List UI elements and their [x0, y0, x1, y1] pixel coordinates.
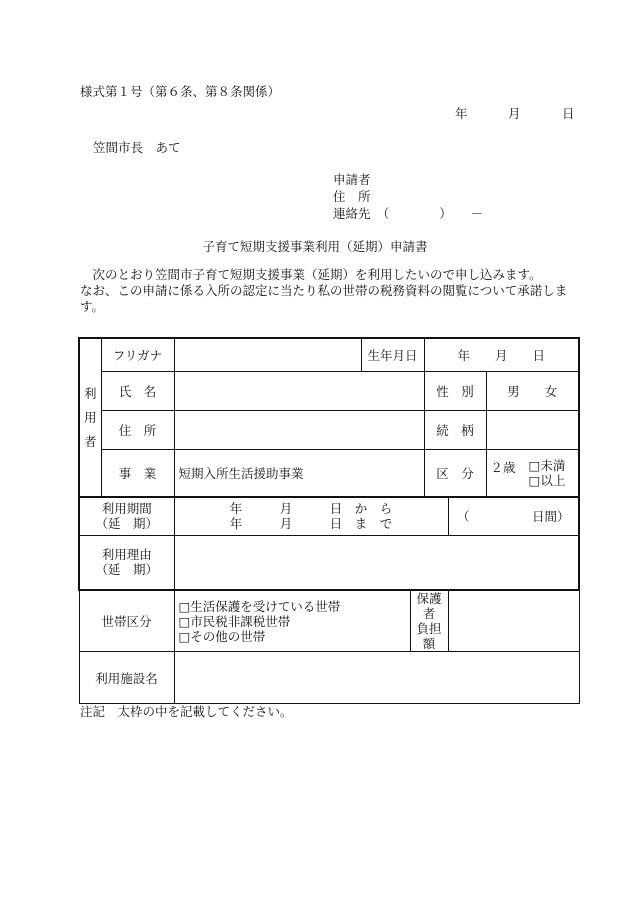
birthdate-label: 生年月日	[361, 338, 424, 371]
period-from: 年 月 日 か ら	[229, 501, 393, 517]
project-label: 事 業	[101, 449, 174, 497]
guardian-burden-field[interactable]	[448, 590, 579, 652]
age-label: ２歳	[490, 459, 516, 475]
period-field[interactable]	[174, 497, 448, 535]
facility-field[interactable]	[174, 652, 579, 704]
application-table	[78, 337, 580, 704]
applicant-address-label: 住 所	[333, 189, 371, 204]
name-label: 氏 名	[101, 371, 174, 410]
intro-line-1: 次のとおり笠間市子育て短期支援事業（延期）を利用したいので申し込みます。	[92, 267, 542, 282]
intro-line-2: なお、この申請に係る入所の認定に当たり私の世帯の税務資料の閲覧について承諾します。	[80, 283, 568, 314]
address-field[interactable]	[174, 410, 424, 449]
intro-text	[80, 267, 585, 315]
age-over-checkbox[interactable]: □以上	[528, 472, 566, 488]
reason-label: 利用理由 （延 期）	[79, 535, 174, 590]
applicant-label: 申請者	[333, 172, 371, 187]
sex-field[interactable]: 男 女	[486, 371, 579, 410]
date-year-label: 年	[455, 106, 468, 121]
user-section-label: 利 用 者	[79, 338, 101, 497]
furigana-field[interactable]	[174, 338, 361, 371]
relation-field[interactable]	[486, 410, 579, 449]
furigana-label: フリガナ	[101, 338, 174, 371]
period-label: 利用期間 （延 期）	[79, 497, 174, 535]
household-option-tax-exempt[interactable]: □市民税非課税世帯	[178, 613, 291, 629]
household-option-other[interactable]: □その他の世帯	[178, 628, 266, 644]
sex-label: 性 別	[424, 371, 486, 410]
household-option-welfare[interactable]: □生活保護を受けている世帯	[178, 598, 341, 614]
addressee: 笠間市長 あて	[93, 140, 181, 155]
name-field[interactable]	[174, 371, 424, 410]
category-label: 区 分	[424, 449, 486, 497]
facility-label: 利用施設名	[79, 652, 174, 704]
address-label: 住 所	[101, 410, 174, 449]
relation-label: 続 柄	[424, 410, 486, 449]
guardian-burden-label: 保護者 負担額	[410, 590, 448, 652]
reason-field[interactable]	[174, 535, 579, 590]
note-text: 注記 太枠の中を記載してください。	[80, 704, 293, 719]
age-under-checkbox[interactable]: □未満	[528, 457, 566, 473]
category-field[interactable]	[486, 449, 579, 497]
period-to: 年 月 日 ま で	[229, 516, 393, 532]
date-day-label: 日	[562, 106, 575, 121]
date-month-label: 月	[508, 106, 521, 121]
applicant-contact-label: 連絡先 （ ） －	[333, 206, 484, 221]
household-label: 世帯区分	[79, 590, 174, 652]
form-number: 様式第１号（第６条、第８条関係）	[80, 84, 281, 99]
project-field: 短期入所生活援助事業	[174, 449, 424, 497]
days-field[interactable]: （ 日間）	[448, 497, 579, 535]
form-title: 子育て短期支援事業利用（延期）申請書	[202, 239, 428, 254]
household-field[interactable]	[174, 590, 410, 652]
birthdate-field[interactable]: 年 月 日	[424, 338, 579, 371]
